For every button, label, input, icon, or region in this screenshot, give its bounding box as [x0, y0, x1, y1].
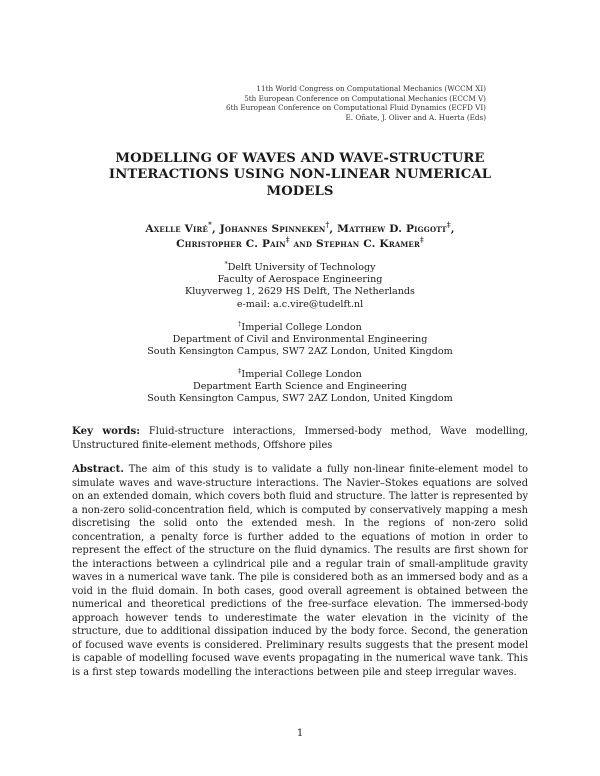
author-name: Axelle Viré	[145, 223, 209, 235]
keywords-label: Key words:	[72, 425, 140, 437]
affiliation-mark: *	[208, 220, 212, 229]
institution: Imperial College London	[241, 369, 362, 380]
page-number: 1	[296, 728, 304, 739]
affiliation-block	[60, 262, 540, 311]
affiliation-mark: ‡	[285, 235, 290, 244]
author-line	[40, 237, 560, 252]
affiliation-mark: ‡	[419, 235, 424, 244]
affiliation-block	[60, 322, 540, 359]
affiliation-mark: *	[224, 260, 228, 268]
keywords-text: Fluid-structure interactions, Immersed-body method, Wave modelling, Unstructured finite-element methods, Offshore piles	[72, 426, 528, 451]
author-name: Christopher C. Pain	[176, 238, 286, 250]
abstract-section	[72, 463, 528, 679]
department: Department of Civil and Environmental Engineering	[172, 334, 428, 346]
title-line: MODELS	[266, 183, 334, 199]
abstract-text: The aim of this study is to validate a fully non-linear finite-element model to simulate waves and wave-structure interactions. The Navier–Stokes equations are solved on an extended domain, which covers both fluid and structure. The latter is represented by a non-zero solid-concentration field, which is computed by conservatively mapping a mesh discretising the solid onto the extended mesh. In the regions of non-zero solid concentration, a penalty force is further added to the equations of motion in order to represent the effect of the structure on the fluid dynamics. The results are first shown for the interactions between a cylindrical pile and a regular train of small-amplitude gravity waves in a numerical wave tank. The pile is considered both as an immersed body and as a void in the fluid domain. In both cases, good overall agreement is obtained between the numerical and theoretical predictions of the free-surface elevation. The immersed-body approach however tends to underestimate the water elevation in the vicinity of the structure, due to additional dissipation induced by the body force. Second, the generation of focused wave events is considered. Preliminary results suggests that the present model is capable of modelling focused wave events propagating in the numerical wave tank. This is a first step towards modelling the interactions between pile and steep irregular waves.	[72, 464, 528, 678]
department: Faculty of Aerospace Engineering	[217, 274, 383, 286]
affiliation-mark: †	[238, 320, 242, 328]
address: South Kensington Campus, SW7 2AZ London, United Kingdom	[147, 393, 453, 405]
header-line: 11th World Congress on Computational Mechanics (WCCM XI)	[256, 84, 486, 93]
affiliation-mark: †	[325, 220, 330, 229]
institution: Delft University of Technology	[227, 262, 376, 273]
author-name: Stephan C. Kramer	[316, 238, 420, 250]
author-conjunction: and	[293, 238, 313, 250]
conference-header	[226, 84, 486, 122]
header-line: 5th European Conference on Computational Mechanics (ECCM V)	[244, 93, 486, 103]
author-name: Matthew D. Piggott	[337, 223, 447, 235]
author-line: Axelle Viré*, Johannes Spinneken†, Matthew D. Piggott‡,	[145, 220, 455, 235]
email: e-mail: a.c.vire@tudelft.nl	[236, 298, 364, 310]
title-line: MODELLING OF WAVES AND WAVE-STRUCTURE	[115, 151, 485, 166]
keywords-section	[72, 425, 528, 452]
abstract-label: Abstract.	[72, 463, 124, 475]
author-name: Johannes Spinneken	[219, 223, 326, 235]
department: Department Earth Science and Engineering	[193, 381, 407, 393]
affiliation-mark: ‡	[446, 220, 451, 229]
address: Kluyverweg 1, 2629 HS Delft, The Netherlands	[185, 286, 415, 298]
header-line: 6th European Conference on Computational Fluid Dynamics (ECFD VI)	[226, 103, 486, 113]
title-line: INTERACTIONS USING NON-LINEAR NUMERICAL	[108, 167, 492, 183]
affiliation-mark: ‡	[238, 367, 242, 375]
author-list	[40, 222, 560, 252]
paper-title	[60, 151, 540, 200]
address: South Kensington Campus, SW7 2AZ London, United Kingdom	[147, 346, 453, 358]
header-line: E. Oñate, J. Oliver and A. Huerta (Eds)	[345, 112, 486, 122]
institution: Imperial College London	[241, 322, 362, 333]
affiliation-block	[60, 369, 540, 406]
